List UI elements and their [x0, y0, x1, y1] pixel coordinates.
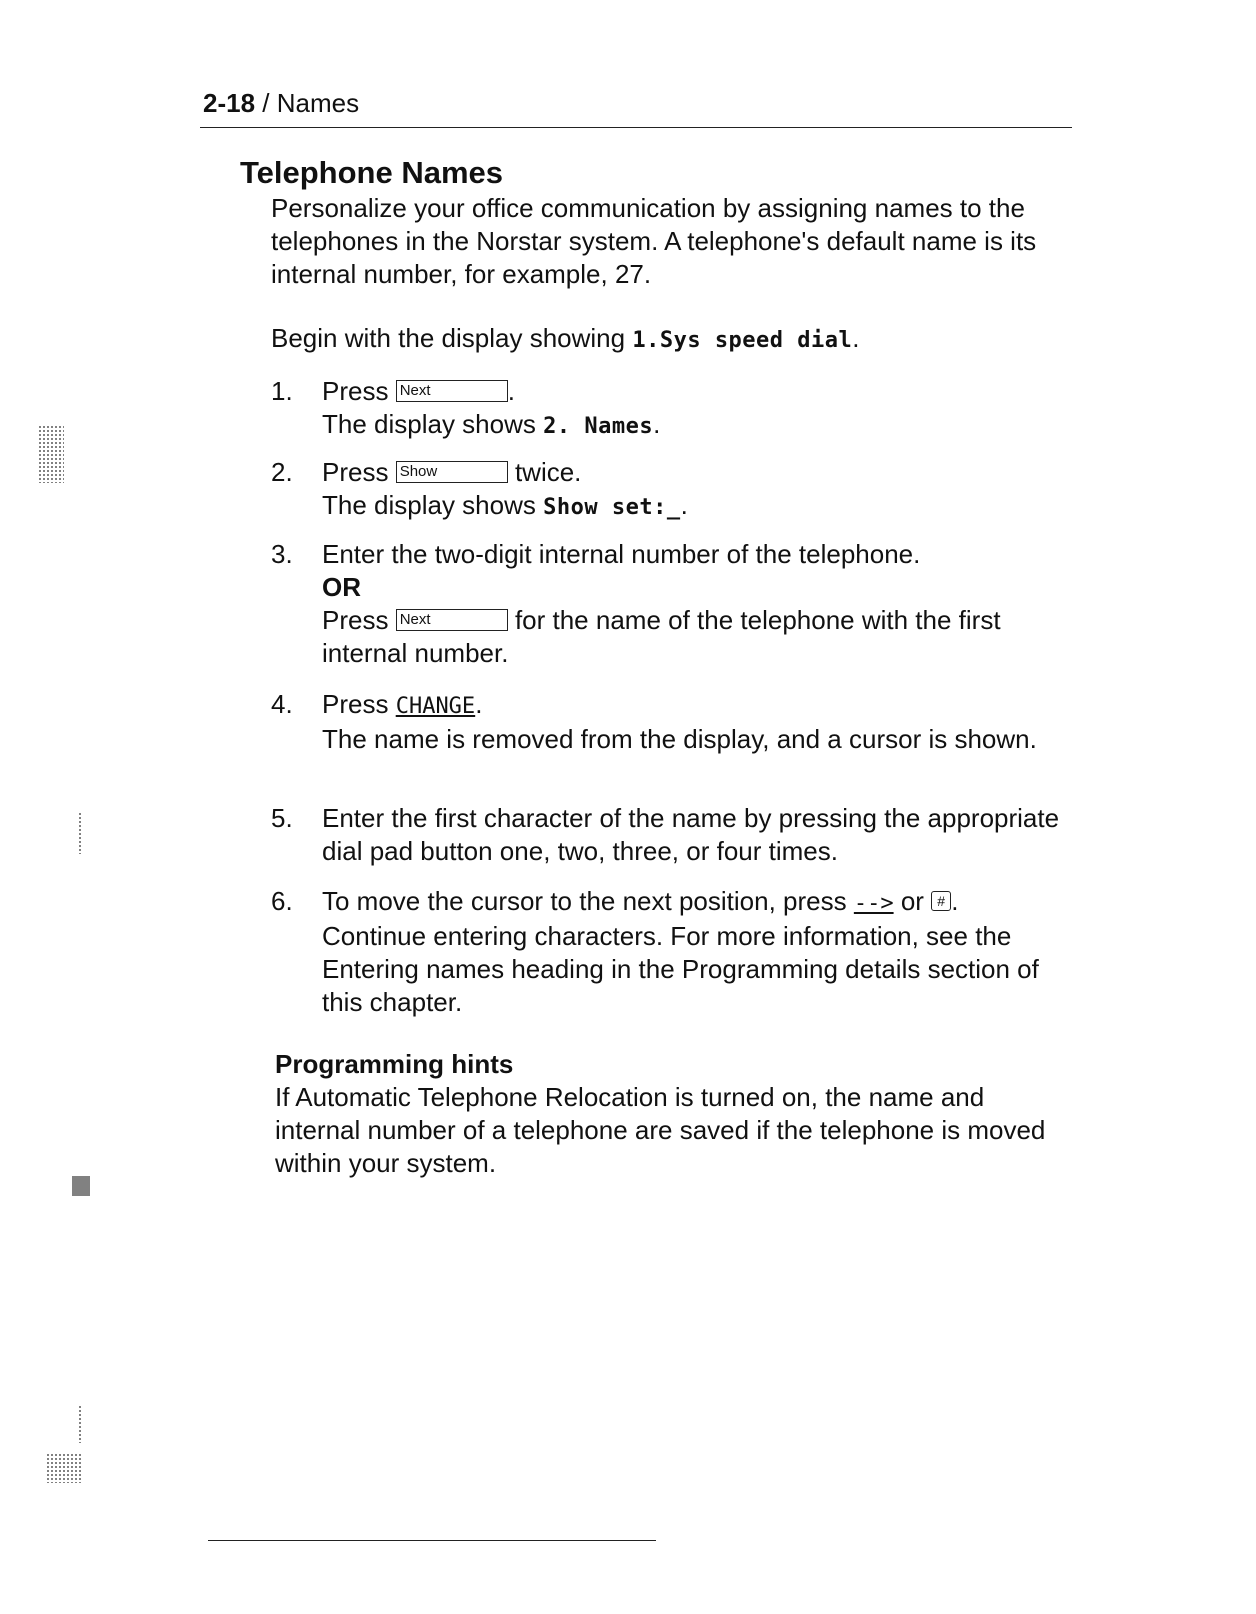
result-prefix: The display shows [322, 409, 536, 439]
step-number: 5. [271, 803, 293, 833]
step-number: 3. [271, 539, 293, 569]
intro-paragraph: Personalize your office communication by assigning names to the telephones in the Norstar system. A telephone's default name is its internal number, for example, 27. [271, 193, 1037, 289]
step-body [322, 456, 1072, 524]
step-text: Enter the two-digit internal number of the telephone. [322, 539, 921, 569]
after-key-text: . [507, 376, 515, 406]
after-key-text: twice. [514, 457, 582, 487]
after-key-text: . [951, 886, 959, 916]
chapter-name: Names [276, 88, 360, 118]
header-rule [200, 127, 1072, 128]
footer-rule [208, 1540, 656, 1541]
step-text: Continue entering characters. For more information, see the Entering names heading in the Programming details section of this chapter. [322, 921, 1039, 1017]
begin-instruction [271, 322, 860, 357]
scan-speck-decoration [78, 812, 82, 854]
result-suffix: . [680, 490, 688, 520]
step-text: The name is removed from the display, and a cursor is shown. [322, 724, 1037, 754]
step-number: 6. [271, 886, 293, 916]
press-label: Press [322, 605, 389, 635]
step-text: Enter the first character of the name by pressing the appropriate dial pad button one, two, three, or four times. [322, 803, 1060, 866]
press-label: Press [322, 376, 389, 406]
or-label: OR [322, 572, 361, 602]
begin-suffix: . [852, 323, 860, 353]
next-key-button[interactable]: Next [396, 380, 508, 402]
step-number: 1. [271, 376, 293, 406]
hints-body: If Automatic Telephone Relocation is turned on, the name and internal number of a telephone are saved if the telephone is moved within your system. [275, 1082, 1046, 1178]
section-title: Telephone Names [240, 155, 504, 190]
press-label: Press [322, 689, 389, 719]
step-body [322, 885, 1072, 1019]
scan-speck-decoration [38, 425, 64, 483]
step-number: 2. [271, 457, 293, 487]
scan-speck-decoration [72, 1176, 90, 1196]
header-separator: / [255, 88, 277, 118]
display-text: 2. Names [543, 414, 654, 439]
begin-prefix: Begin with the display showing [271, 323, 626, 353]
result-suffix: . [653, 409, 661, 439]
step-text-prefix: To move the cursor to the next position, press [322, 886, 847, 916]
after-key-text: for the name of the telephone with the first internal number. [322, 605, 1001, 668]
page-header [203, 88, 359, 118]
press-label: Press [322, 457, 389, 487]
scan-speck-decoration [46, 1453, 82, 1483]
begin-display-text: 1.Sys speed dial [632, 328, 853, 353]
step-body [322, 538, 1072, 670]
display-text: Show set:_ [543, 495, 681, 520]
show-key-button[interactable]: Show [396, 461, 508, 483]
after-key-text: . [475, 689, 483, 719]
scan-speck-decoration [78, 1405, 82, 1443]
right-arrow-softkey[interactable]: --> [853, 891, 894, 916]
step-body [322, 375, 1072, 443]
change-softkey[interactable]: CHANGE [395, 694, 476, 719]
next-key-button[interactable]: Next [396, 609, 508, 631]
or-word: or [900, 886, 924, 916]
hints-title: Programming hints [275, 1049, 514, 1079]
step-number: 4. [271, 689, 293, 719]
step-body [322, 688, 1072, 756]
step-body [322, 802, 1072, 868]
page-number: 2-18 [203, 88, 256, 118]
result-prefix: The display shows [322, 490, 536, 520]
hash-key-button[interactable]: # [931, 891, 951, 911]
